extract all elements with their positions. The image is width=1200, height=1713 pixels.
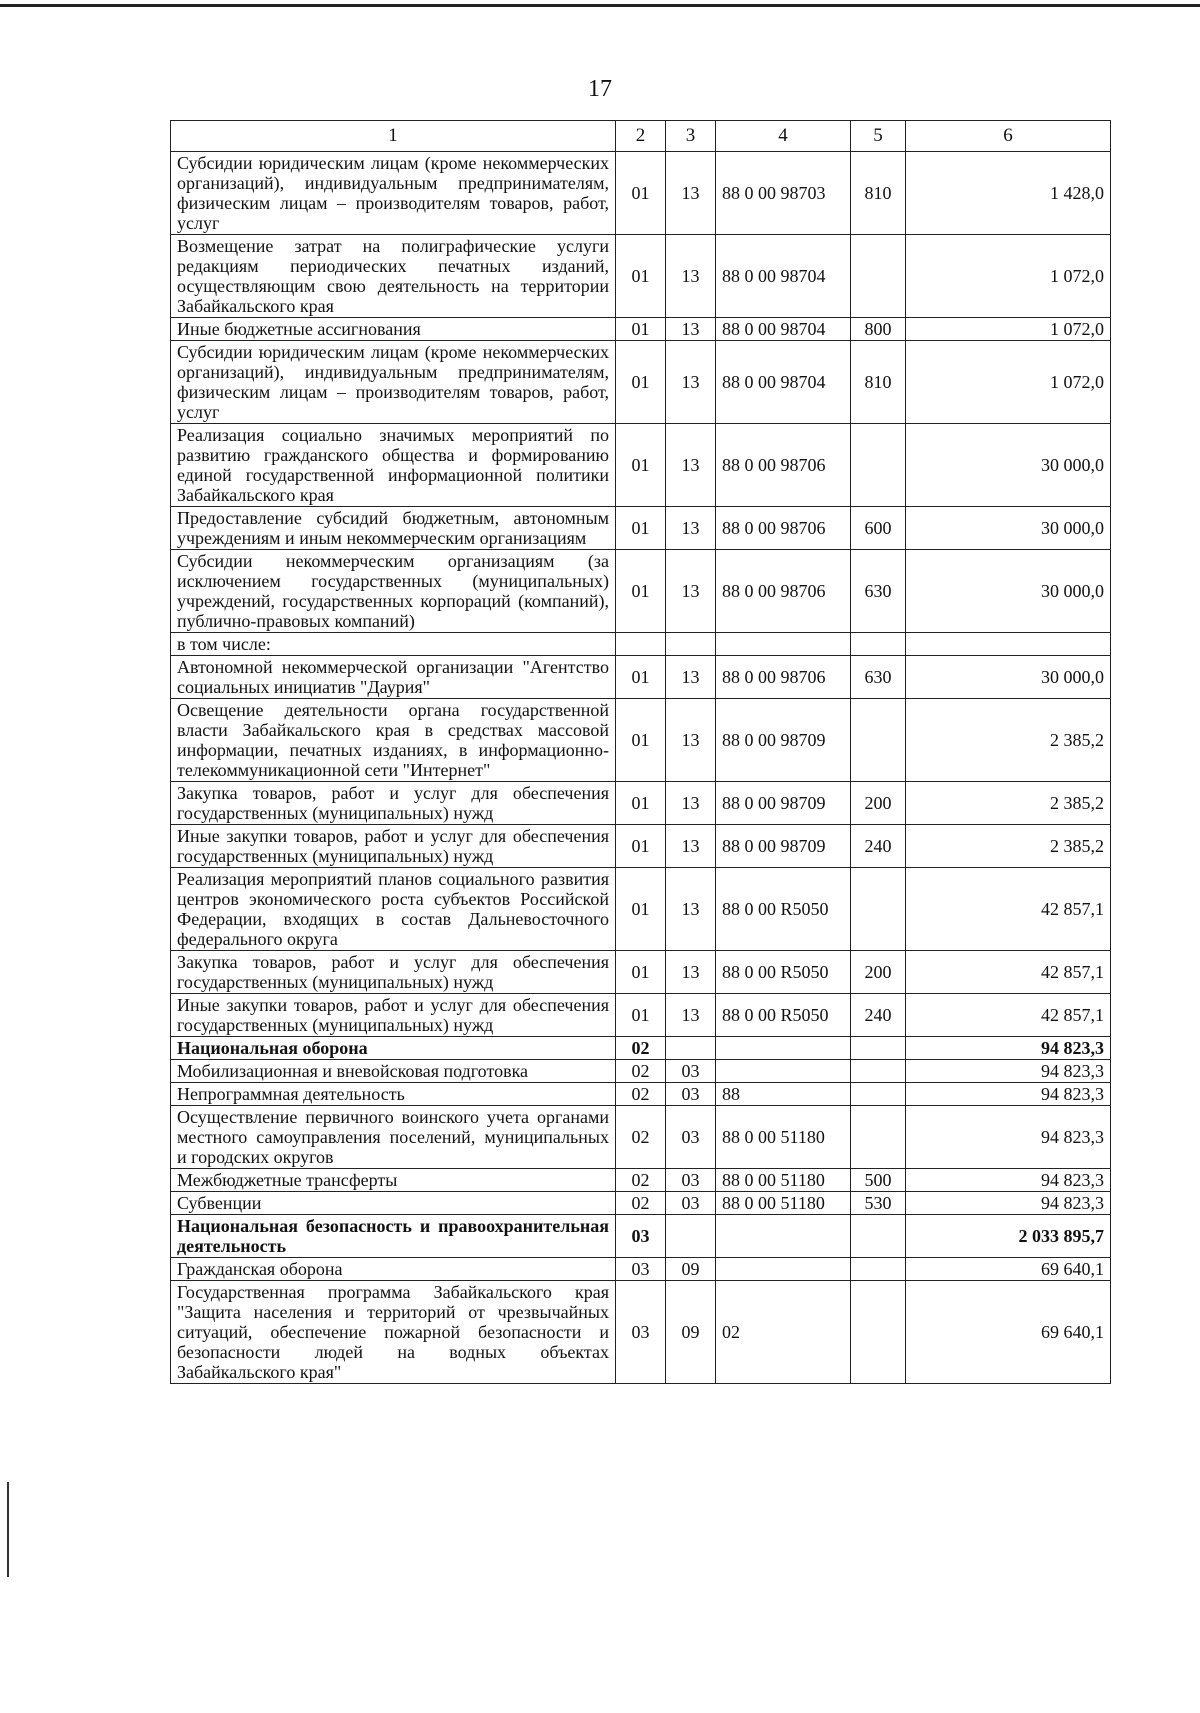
section-code-cell: 01	[616, 235, 666, 318]
table-row	[171, 318, 1111, 341]
amount-cell: 42 857,1	[906, 951, 1111, 994]
amount-cell: 94 823,3	[906, 1060, 1111, 1083]
table-row	[171, 550, 1111, 633]
subsection-code-cell: 13	[666, 341, 716, 424]
expense-type-cell	[851, 235, 906, 318]
row-name-cell: Закупка товаров, работ и услуг для обеспечения государственных (муниципальных) нужд	[171, 782, 616, 825]
target-article-cell: 88 0 00 98704	[716, 235, 851, 318]
target-article-cell: 02	[716, 1281, 851, 1384]
expense-type-cell	[851, 1083, 906, 1106]
target-article-cell: 88 0 00 51180	[716, 1192, 851, 1215]
budget-table	[170, 120, 1111, 1384]
row-name-cell: Закупка товаров, работ и услуг для обеспечения государственных (муниципальных) нужд	[171, 951, 616, 994]
target-article-cell: 88 0 00 51180	[716, 1169, 851, 1192]
section-code-cell: 01	[616, 782, 666, 825]
table-row	[171, 1037, 1111, 1060]
target-article-cell: 88 0 00 98704	[716, 341, 851, 424]
top-border-line	[0, 4, 1200, 7]
section-code-cell: 03	[616, 1215, 666, 1258]
expense-type-cell	[851, 1258, 906, 1281]
target-article-cell	[716, 633, 851, 656]
expense-type-cell: 200	[851, 951, 906, 994]
target-article-cell: 88	[716, 1083, 851, 1106]
header-col-2: 2	[616, 121, 666, 152]
table-row	[171, 633, 1111, 656]
section-code-cell: 02	[616, 1037, 666, 1060]
subsection-code-cell: 13	[666, 235, 716, 318]
row-name-cell: Предоставление субсидий бюджетным, автономным учреждениям и иным некоммерческим организациям	[171, 507, 616, 550]
target-article-cell: 88 0 00 98706	[716, 550, 851, 633]
subsection-code-cell: 03	[666, 1106, 716, 1169]
table-row	[171, 868, 1111, 951]
target-article-cell	[716, 1060, 851, 1083]
subsection-code-cell: 09	[666, 1258, 716, 1281]
subsection-code-cell: 13	[666, 994, 716, 1037]
amount-cell: 2 385,2	[906, 699, 1111, 782]
row-name-cell: Реализация мероприятий планов социального развития центров экономического роста субъектов Российской Федерации, входящих в состав Дальневосточного федерального округа	[171, 868, 616, 951]
subsection-code-cell	[666, 633, 716, 656]
amount-cell: 30 000,0	[906, 507, 1111, 550]
target-article-cell: 88 0 00 98706	[716, 507, 851, 550]
row-name-cell: Осуществление первичного воинского учета органами местного самоуправления поселений, муниципальных и городских округов	[171, 1106, 616, 1169]
table-row	[171, 825, 1111, 868]
expense-type-cell	[851, 1215, 906, 1258]
amount-cell: 94 823,3	[906, 1169, 1111, 1192]
table-header-row	[171, 121, 1111, 152]
row-name-cell: Гражданская оборона	[171, 1258, 616, 1281]
amount-cell: 94 823,3	[906, 1192, 1111, 1215]
table-row	[171, 1169, 1111, 1192]
amount-cell: 1 072,0	[906, 341, 1111, 424]
table-row	[171, 507, 1111, 550]
target-article-cell: 88 0 00 R5050	[716, 994, 851, 1037]
expense-type-cell: 530	[851, 1192, 906, 1215]
expense-type-cell: 810	[851, 341, 906, 424]
row-name-cell: Государственная программа Забайкальского края "Защита населения и территорий от чрезвычайных ситуаций, обеспечение пожарной безопасности и безопасности людей на водных объектах Забайкальского края"	[171, 1281, 616, 1384]
expense-type-cell	[851, 1060, 906, 1083]
amount-cell: 2 033 895,7	[906, 1215, 1111, 1258]
row-name-cell: Возмещение затрат на полиграфические услуги редакциям периодических печатных изданий, осуществляющим свою деятельность на территории Забайкальского края	[171, 235, 616, 318]
subsection-code-cell: 13	[666, 656, 716, 699]
scan-margin-mark	[7, 1482, 9, 1577]
section-code-cell: 01	[616, 152, 666, 235]
row-name-cell: Непрограммная деятельность	[171, 1083, 616, 1106]
expense-type-cell: 630	[851, 656, 906, 699]
target-article-cell: 88 0 00 98706	[716, 424, 851, 507]
page-number: 17	[588, 76, 612, 102]
target-article-cell: 88 0 00 98709	[716, 825, 851, 868]
subsection-code-cell: 03	[666, 1083, 716, 1106]
section-code-cell: 01	[616, 656, 666, 699]
table-row	[171, 341, 1111, 424]
section-code-cell: 03	[616, 1258, 666, 1281]
table-row	[171, 152, 1111, 235]
table-row	[171, 1215, 1111, 1258]
table-row	[171, 1192, 1111, 1215]
section-code-cell: 01	[616, 825, 666, 868]
expense-type-cell: 240	[851, 825, 906, 868]
expense-type-cell	[851, 699, 906, 782]
section-code-cell: 02	[616, 1169, 666, 1192]
target-article-cell: 88 0 00 R5050	[716, 951, 851, 994]
row-name-cell: Освещение деятельности органа государственной власти Забайкальского края в средствах массовой информации, печатных изданиях, в информационно-телекоммуникационной сети "Интернет"	[171, 699, 616, 782]
expense-type-cell: 630	[851, 550, 906, 633]
section-code-cell: 01	[616, 341, 666, 424]
section-code-cell: 02	[616, 1106, 666, 1169]
table-row	[171, 699, 1111, 782]
row-name-cell: Национальная безопасность и правоохранительная деятельность	[171, 1215, 616, 1258]
target-article-cell	[716, 1215, 851, 1258]
section-code-cell: 02	[616, 1083, 666, 1106]
amount-cell: 69 640,1	[906, 1258, 1111, 1281]
expense-type-cell: 240	[851, 994, 906, 1037]
row-name-cell: Мобилизационная и вневойсковая подготовка	[171, 1060, 616, 1083]
amount-cell: 42 857,1	[906, 868, 1111, 951]
amount-cell: 1 428,0	[906, 152, 1111, 235]
expense-type-cell	[851, 1281, 906, 1384]
target-article-cell: 88 0 00 R5050	[716, 868, 851, 951]
expense-type-cell	[851, 868, 906, 951]
section-code-cell	[616, 633, 666, 656]
subsection-code-cell: 03	[666, 1192, 716, 1215]
amount-cell: 30 000,0	[906, 550, 1111, 633]
amount-cell: 30 000,0	[906, 424, 1111, 507]
amount-cell: 2 385,2	[906, 782, 1111, 825]
subsection-code-cell: 13	[666, 782, 716, 825]
subsection-code-cell: 09	[666, 1281, 716, 1384]
row-name-cell: Иные бюджетные ассигнования	[171, 318, 616, 341]
table-row	[171, 994, 1111, 1037]
amount-cell: 42 857,1	[906, 994, 1111, 1037]
subsection-code-cell: 13	[666, 152, 716, 235]
amount-cell: 94 823,3	[906, 1037, 1111, 1060]
subsection-code-cell: 13	[666, 825, 716, 868]
row-name-cell: Субсидии некоммерческим организациям (за исключением государственных (муниципальных) учреждений, государственных корпораций (компаний), публично-правовых компаний)	[171, 550, 616, 633]
target-article-cell: 88 0 00 98706	[716, 656, 851, 699]
table-row	[171, 951, 1111, 994]
expense-type-cell	[851, 1106, 906, 1169]
subsection-code-cell: 13	[666, 507, 716, 550]
target-article-cell: 88 0 00 98703	[716, 152, 851, 235]
row-name-cell: Реализация социально значимых мероприятий по развитию гражданского общества и формированию единой государственной информационной политики Забайкальского края	[171, 424, 616, 507]
section-code-cell: 02	[616, 1060, 666, 1083]
section-code-cell: 01	[616, 699, 666, 782]
section-code-cell: 01	[616, 951, 666, 994]
row-name-cell: в том числе:	[171, 633, 616, 656]
expense-type-cell: 600	[851, 507, 906, 550]
row-name-cell: Межбюджетные трансферты	[171, 1169, 616, 1192]
section-code-cell: 01	[616, 868, 666, 951]
row-name-cell: Субсидии юридическим лицам (кроме некоммерческих организаций), индивидуальным предпринимателям, физическим лицам – производителям товаров, работ, услуг	[171, 152, 616, 235]
target-article-cell: 88 0 00 51180	[716, 1106, 851, 1169]
header-col-1: 1	[171, 121, 616, 152]
amount-cell: 1 072,0	[906, 235, 1111, 318]
expense-type-cell: 500	[851, 1169, 906, 1192]
row-name-cell: Автономной некоммерческой организации "Агентство социальных инициатив "Даурия"	[171, 656, 616, 699]
subsection-code-cell: 13	[666, 550, 716, 633]
expense-type-cell: 200	[851, 782, 906, 825]
table-row	[171, 424, 1111, 507]
target-article-cell	[716, 1258, 851, 1281]
expense-type-cell: 810	[851, 152, 906, 235]
subsection-code-cell: 13	[666, 951, 716, 994]
amount-cell: 94 823,3	[906, 1106, 1111, 1169]
section-code-cell: 01	[616, 994, 666, 1037]
subsection-code-cell	[666, 1037, 716, 1060]
row-name-cell: Национальная оборона	[171, 1037, 616, 1060]
table-row	[171, 1258, 1111, 1281]
table-row	[171, 782, 1111, 825]
row-name-cell: Субсидии юридическим лицам (кроме некоммерческих организаций), индивидуальным предпринимателям, физическим лицам – производителям товаров, работ, услуг	[171, 341, 616, 424]
expense-type-cell	[851, 1037, 906, 1060]
amount-cell: 1 072,0	[906, 318, 1111, 341]
target-article-cell: 88 0 00 98704	[716, 318, 851, 341]
target-article-cell	[716, 1037, 851, 1060]
subsection-code-cell: 13	[666, 424, 716, 507]
subsection-code-cell: 13	[666, 699, 716, 782]
header-col-5: 5	[851, 121, 906, 152]
expense-type-cell	[851, 424, 906, 507]
amount-cell: 94 823,3	[906, 1083, 1111, 1106]
table-row	[171, 1106, 1111, 1169]
amount-cell	[906, 633, 1111, 656]
amount-cell: 69 640,1	[906, 1281, 1111, 1384]
subsection-code-cell: 03	[666, 1169, 716, 1192]
header-col-3: 3	[666, 121, 716, 152]
table-row	[171, 1083, 1111, 1106]
expense-type-cell: 800	[851, 318, 906, 341]
target-article-cell: 88 0 00 98709	[716, 699, 851, 782]
section-code-cell: 02	[616, 1192, 666, 1215]
expense-type-cell	[851, 633, 906, 656]
table-row	[171, 235, 1111, 318]
subsection-code-cell: 13	[666, 868, 716, 951]
section-code-cell: 01	[616, 507, 666, 550]
target-article-cell: 88 0 00 98709	[716, 782, 851, 825]
amount-cell: 30 000,0	[906, 656, 1111, 699]
section-code-cell: 01	[616, 424, 666, 507]
row-name-cell: Иные закупки товаров, работ и услуг для обеспечения государственных (муниципальных) нужд	[171, 825, 616, 868]
table-row	[171, 1281, 1111, 1384]
amount-cell: 2 385,2	[906, 825, 1111, 868]
table-body	[171, 152, 1111, 1384]
subsection-code-cell: 13	[666, 318, 716, 341]
section-code-cell: 03	[616, 1281, 666, 1384]
header-col-6: 6	[906, 121, 1111, 152]
row-name-cell: Иные закупки товаров, работ и услуг для обеспечения государственных (муниципальных) нужд	[171, 994, 616, 1037]
subsection-code-cell	[666, 1215, 716, 1258]
header-col-4: 4	[716, 121, 851, 152]
subsection-code-cell: 03	[666, 1060, 716, 1083]
table-row	[171, 656, 1111, 699]
section-code-cell: 01	[616, 318, 666, 341]
row-name-cell: Субвенции	[171, 1192, 616, 1215]
table-row	[171, 1060, 1111, 1083]
section-code-cell: 01	[616, 550, 666, 633]
